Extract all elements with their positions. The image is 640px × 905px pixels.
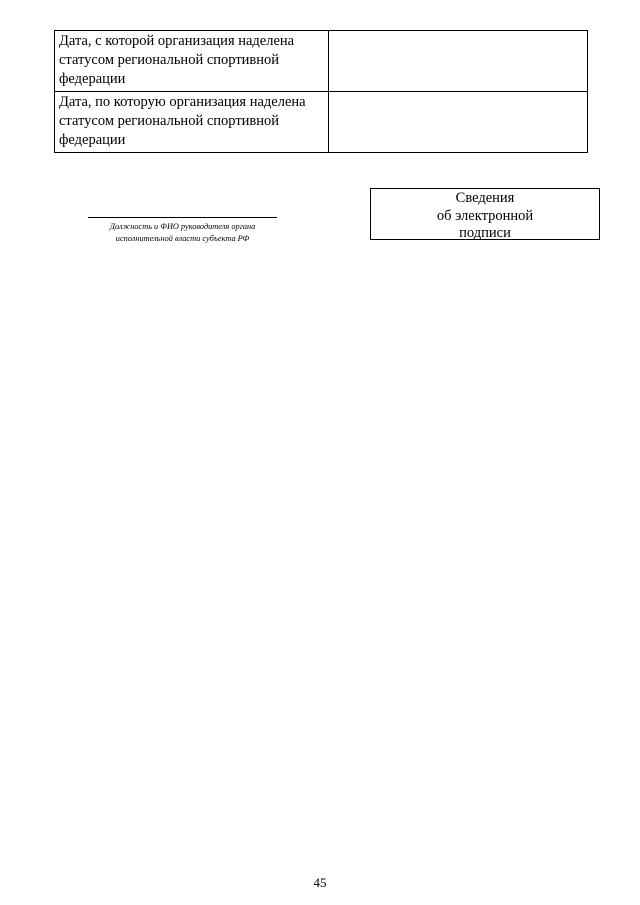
page-number: 45 [313, 875, 327, 890]
esig-line2: об электронной [436, 207, 534, 224]
status-start-date-label: Дата, с которой организация наделена статусом региональной спортивной федерации [55, 31, 329, 92]
esig-line1: Сведения [455, 190, 515, 206]
status-end-date-label: Дата, по которую организация наделена статусом региональной спортивной федерации [55, 92, 329, 153]
status-start-date-value[interactable] [329, 31, 588, 92]
table-row [55, 92, 588, 153]
status-end-date-value[interactable] [329, 92, 588, 153]
table-row [55, 31, 588, 92]
esig-line3: подписи [459, 225, 511, 241]
federation-status-table [54, 30, 588, 153]
signer-signature-line [88, 217, 277, 245]
signer-caption-line1: Должность и ФИО руководителя органа [109, 222, 256, 231]
electronic-signature-box [370, 188, 600, 240]
signer-caption-line2: исполнительной власти субъекта РФ [115, 234, 250, 243]
